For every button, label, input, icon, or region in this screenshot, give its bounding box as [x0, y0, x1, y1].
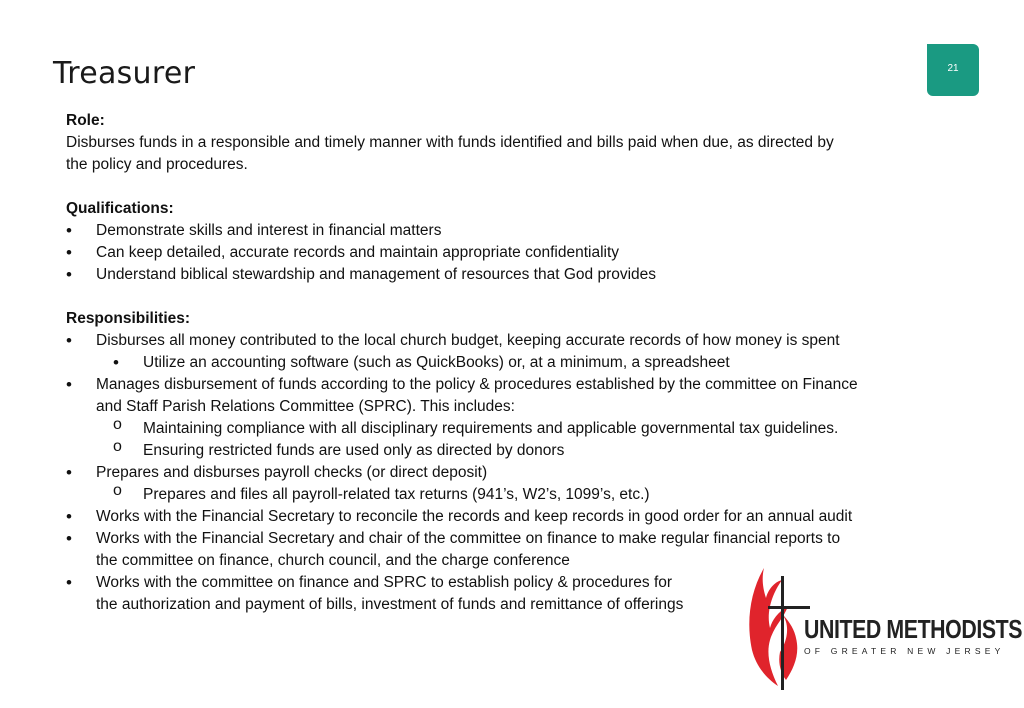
page-number: 21 [947, 63, 959, 74]
role-text-line2: the policy and procedures. [66, 156, 248, 173]
qualifications-list [66, 220, 946, 286]
logo-subtitle: OF GREATER NEW JERSEY [804, 646, 1005, 656]
responsibility-line: • Works with the committee on finance and SPRC to establish policy & procedures for [96, 574, 673, 591]
qualification-item: • Demonstrate skills and interest in financial matters [66, 220, 946, 242]
responsibility-line: • Works with the Financial Secretary and chair of the committee on finance to make regular financial reports to [96, 530, 841, 547]
responsibility-line: • Manages disbursement of funds according to the policy & procedures established by the committee on Finance [96, 376, 858, 393]
responsibilities-heading: Responsibilities: [66, 310, 191, 327]
slide-content [66, 110, 946, 616]
responsibility-subitem: o Ensuring restricted funds are used only as directed by donors [66, 440, 946, 462]
responsibility-line: the committee on finance, church council, and the charge conference [96, 552, 570, 569]
responsibility-item: • Works with the Financial Secretary to reconcile the records and keep records in good order for an annual audit [66, 506, 946, 528]
responsibility-item [66, 374, 946, 418]
qualification-item: • Understand biblical stewardship and management of resources that God provides [66, 264, 946, 286]
role-heading: Role: [66, 112, 105, 129]
responsibility-subitem: • Utilize an accounting software (such as QuickBooks) or, at a minimum, a spreadsheet [66, 352, 946, 374]
responsibility-line: the authorization and payment of bills, investment of funds and remittance of offerings [96, 596, 684, 613]
umc-greater-nj-logo [744, 562, 1023, 692]
slide-title: Treasurer [53, 56, 196, 91]
logo-name: UNITED METHODISTS [804, 614, 1023, 644]
responsibility-subitem: o Prepares and files all payroll-related tax returns (941’s, W2’s, 1099’s, etc.) [66, 484, 946, 506]
qualification-item: • Can keep detailed, accurate records and maintain appropriate confidentiality [66, 242, 946, 264]
role-text-line1: Disburses funds in a responsible and timely manner with funds identified and bills paid when due, as directed by [66, 134, 834, 151]
qualifications-heading: Qualifications: [66, 200, 174, 217]
responsibility-item: • Disburses all money contributed to the local church budget, keeping accurate records of how money is spent [66, 330, 946, 352]
responsibility-subitem: o Maintaining compliance with all disciplinary requirements and applicable governmental tax guidelines. [66, 418, 946, 440]
responsibility-line: and Staff Parish Relations Committee (SPRC). This includes: [96, 398, 515, 415]
responsibility-item: • Prepares and disburses payroll checks (or direct deposit) [66, 462, 946, 484]
page-number-badge [927, 44, 979, 96]
